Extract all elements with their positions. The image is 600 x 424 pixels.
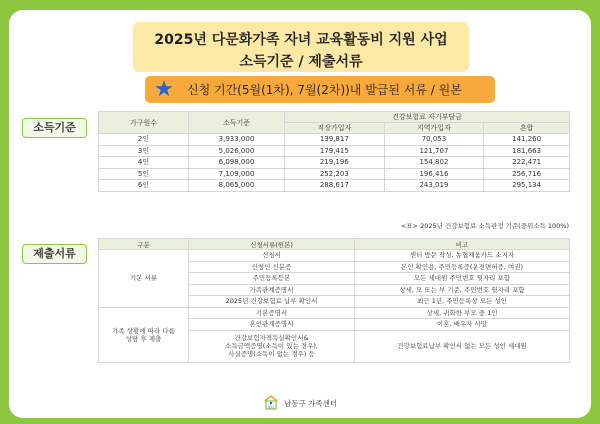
logo-text: 센터 — [267, 405, 275, 410]
cell: 252,203 — [285, 168, 385, 180]
cell: 2인 — [99, 134, 189, 146]
cell: 70,053 — [384, 134, 484, 146]
cell: 288,617 — [285, 180, 385, 192]
family-center-logo-icon — [262, 394, 280, 412]
cell: 179,415 — [285, 145, 385, 157]
group-basic-documents: 기본 서류 — [99, 250, 189, 308]
header-regional: 지역가입자 — [384, 123, 484, 134]
header-category: 구분 — [99, 239, 189, 250]
cell: 154,802 — [384, 157, 484, 169]
cell: 기본증명서 — [189, 307, 355, 319]
group-situational-documents: 가족 상황에 따라 다름 상담 후 제출 — [99, 307, 189, 362]
cell: 2025년 건강보험료 납부 확인서 — [189, 296, 355, 308]
application-period-banner — [145, 76, 495, 103]
cell: 139,817 — [285, 134, 385, 146]
cell: 혼인관계증명서 — [189, 319, 355, 331]
cell: 256,716 — [484, 168, 570, 180]
cell: 건강보험료납부 확인서 없는 모든 성인 세대원 — [355, 330, 570, 362]
cell: 6,098,000 — [189, 157, 285, 169]
header-household: 가구원수 — [99, 112, 189, 134]
cell: 295,134 — [484, 180, 570, 192]
cell: 5인 — [99, 168, 189, 180]
org-name: 남동구 가족센터 — [284, 398, 338, 408]
cell: 243,019 — [384, 180, 484, 192]
cell: 본인 확인용, 주민등록증(운전면허증, 여권) — [355, 261, 570, 273]
cell: 모든 세대원 주민번호 뒷자리 포함 — [355, 273, 570, 285]
cell: 121,707 — [384, 145, 484, 157]
table-row — [99, 168, 570, 180]
cell: 6인 — [99, 180, 189, 192]
cell: 7,109,000 — [189, 168, 285, 180]
header-document: 신청서류(원본) — [189, 239, 355, 250]
cell: 196,416 — [384, 168, 484, 180]
cell: 5,026,000 — [189, 145, 285, 157]
cell: 신청서 — [189, 250, 355, 262]
star-icon: ★ — [154, 76, 174, 102]
cell: 신청인 신분증 — [189, 261, 355, 273]
cell: 가족관계증명서 — [189, 284, 355, 296]
cell: 4인 — [99, 157, 189, 169]
cell: 141,260 — [484, 134, 570, 146]
page-title: 2025년 다문화가족 자녀 교육활동비 지원 사업 — [154, 32, 448, 48]
table-row — [99, 145, 570, 157]
cell: 3인 — [99, 145, 189, 157]
cell: 건강보험자격득실확인서& 소득금액증명(소득이 있는 경우), 사실증명(소득이 없는 경우) 등 — [189, 330, 355, 362]
cell: 최근 1년, 주민등록상 모든 성인 — [355, 296, 570, 308]
table-row — [99, 180, 570, 192]
banner-text: 신청 기간(5월(1차), 7월(2차))내 발급된 서류 / 원본 — [187, 83, 462, 97]
cell: 181,663 — [484, 145, 570, 157]
cell: 센터 방문 작성, 농협채움카드 소지자 — [355, 250, 570, 262]
cell: 219,196 — [285, 157, 385, 169]
income-criteria-table — [98, 111, 570, 192]
income-criteria-label: 소득기준 — [22, 118, 87, 138]
header-remarks: 비고 — [355, 239, 570, 250]
footer — [262, 394, 337, 412]
title-box — [133, 22, 469, 72]
cell: 상세, 모 또는 부 기준, 주민번호 뒷자리 포함 — [355, 284, 570, 296]
header-mixed: 혼합 — [484, 123, 570, 134]
required-documents-label: 제출서류 — [22, 244, 87, 264]
header-income: 소득기준 — [189, 112, 285, 134]
table-row — [99, 157, 570, 169]
cell: 8,065,000 — [189, 180, 285, 192]
header-premium-group: 건강보험료 자기부담금 — [285, 112, 570, 123]
header-workplace: 직장가입자 — [285, 123, 385, 134]
cell: 이혼, 배우자 사망 — [355, 319, 570, 331]
cell: 222,471 — [484, 157, 570, 169]
table-note: <표> 2025년 건강보험료 소득판정 기준(중위소득 100%) — [400, 222, 569, 230]
cell: 상세, 귀화한 부모 중 1인 — [355, 307, 570, 319]
page-subtitle: 소득기준 / 제출서류 — [239, 54, 363, 70]
required-documents-table — [98, 238, 570, 363]
table-row — [99, 307, 570, 319]
cell: 3,933,000 — [189, 134, 285, 146]
table-row — [99, 250, 570, 262]
cell: 주민등록등본 — [189, 273, 355, 285]
table-row — [99, 134, 570, 146]
